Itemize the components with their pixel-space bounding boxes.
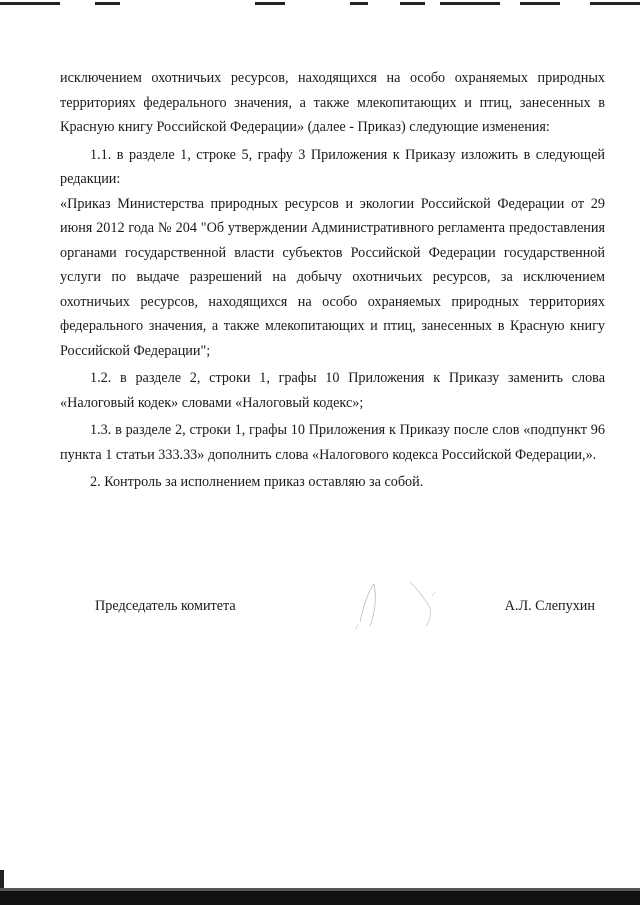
document-body [60,66,605,495]
paragraph-item-1-1: 1.1. в разделе 1, строке 5, графу 3 Приложения к Приказу изложить в следующей редакции: [60,146,605,187]
paragraph-item-1-2: 1.2. в разделе 2, строки 1, графы 10 Приложения к Приказу заменить слова «Налоговый кодек» словами «Налоговый кодекс»; [60,370,605,411]
paragraph-quote: «Приказ Министерства природных ресурсов и экологии Российской Федерации от 29 июня 2012 года № 204 "Об утверждении Административного регламента предоставления органами государственной власти субъектов Российской Федерации государственной услуги по выдаче разрешений на добычу охотничьих ресурсов, за исключением охотничьих ресурсов, находящихся на особо охраняемых природных территориях федерального значения, а также млекопитающих и птиц, занесенных в Красную книгу Российской Федерации"; [60,195,605,359]
scan-artifact-bottom [0,891,640,905]
paragraph-continuation: исключением охотничьих ресурсов, находящихся на особо охраняемых природных территориях федерального значения, а также млекопитающих и птиц, занесенных в Красную книгу Российской Федерации» (далее - Приказ) следующие изменения: [60,70,605,135]
scan-artifact-top [0,0,640,8]
paragraph-item-2: 2. Контроль за исполнением приказ оставляю за собой. [90,474,424,490]
paragraph-item-1-3: 1.3. в разделе 2, строки 1, графы 10 Приложения к Приказу после слов «подпункт 96 пункта 1 статьи 333.33» дополнить слова «Налогового кодекса Российской Федерации,». [60,422,605,463]
signatory-name: А.Л. Слепухин [504,598,595,614]
signatory-position: Председатель комитета [95,598,236,614]
signature-block [95,598,605,622]
